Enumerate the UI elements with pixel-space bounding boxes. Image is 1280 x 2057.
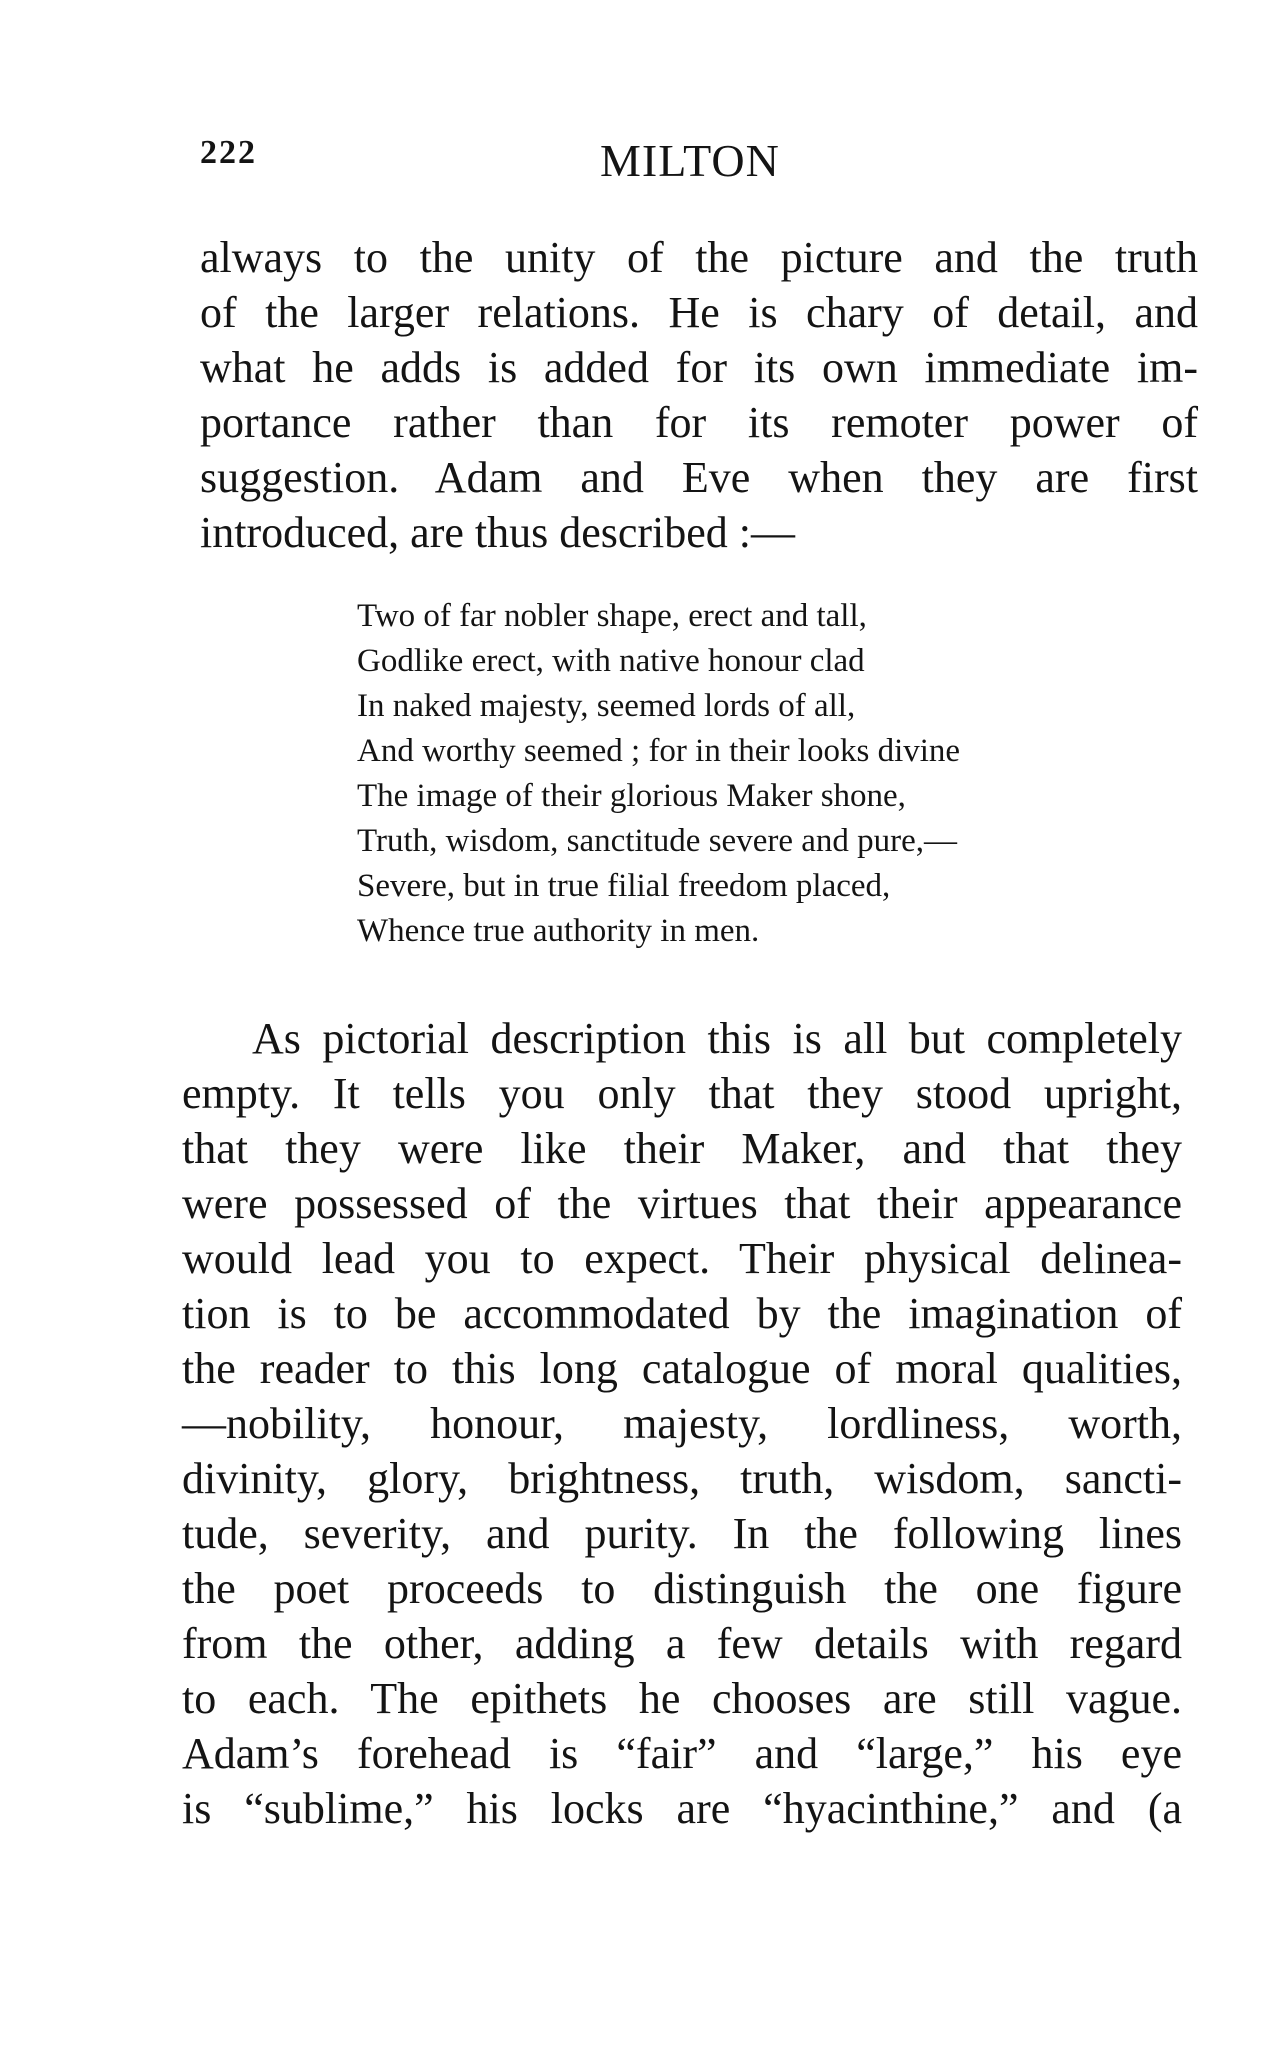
verse-line: Two of far nobler shape, erect and tall,	[357, 598, 867, 634]
text-line: portance rather than for its remoter power of	[200, 398, 1198, 447]
text-line: tude, severity, and purity. In the following lines	[182, 1509, 1182, 1558]
text-line: divinity, glory, brightness, truth, wisdom, sancti-	[182, 1454, 1182, 1503]
text-line: to each. The epithets he chooses are still vague.	[182, 1674, 1182, 1723]
verse-line: In naked majesty, seemed lords of all,	[357, 688, 856, 724]
text-line: were possessed of the virtues that their appearance	[182, 1179, 1182, 1228]
text-line: As pictorial description this is all but completely	[252, 1014, 1182, 1063]
text-line: from the other, adding a few details with regard	[182, 1619, 1182, 1668]
verse-line: Whence true authority in men.	[357, 913, 760, 949]
text-line: what he adds is added for its own immediate im-	[200, 343, 1198, 392]
verse-line: Truth, wisdom, sanctitude severe and pure,—	[357, 823, 958, 859]
text-line: is “sublime,” his locks are “hyacinthine,” and (a	[182, 1784, 1182, 1833]
verse-line: Godlike erect, with native honour clad	[357, 643, 865, 679]
text-line: that they were like their Maker, and that they	[182, 1124, 1182, 1173]
text-line: the poet proceeds to distinguish the one figure	[182, 1564, 1182, 1613]
text-line: empty. It tells you only that they stood upright,	[182, 1069, 1182, 1118]
verse-line: Severe, but in true filial freedom placed,	[357, 868, 891, 904]
text-line: tion is to be accommodated by the imagination of	[182, 1289, 1182, 1338]
verse-line: The image of their glorious Maker shone,	[357, 778, 906, 814]
text-line: always to the unity of the picture and the truth	[200, 233, 1198, 282]
text-line: —nobility, honour, majesty, lordliness, worth,	[182, 1399, 1182, 1448]
text-line: suggestion. Adam and Eve when they are first	[200, 453, 1198, 502]
text-line: of the larger relations. He is chary of detail, and	[200, 288, 1198, 337]
text-line: introduced, are thus described :—	[200, 508, 796, 557]
text-line: Adam’s forehead is “fair” and “large,” his eye	[182, 1729, 1182, 1778]
text-line: the reader to this long catalogue of moral qualities,	[182, 1344, 1182, 1393]
verse-line: And worthy seemed ; for in their looks divine	[357, 733, 961, 769]
page-number: 222	[200, 134, 257, 171]
running-title: MILTON	[600, 135, 780, 186]
text-line: would lead you to expect. Their physical delinea-	[182, 1234, 1182, 1283]
